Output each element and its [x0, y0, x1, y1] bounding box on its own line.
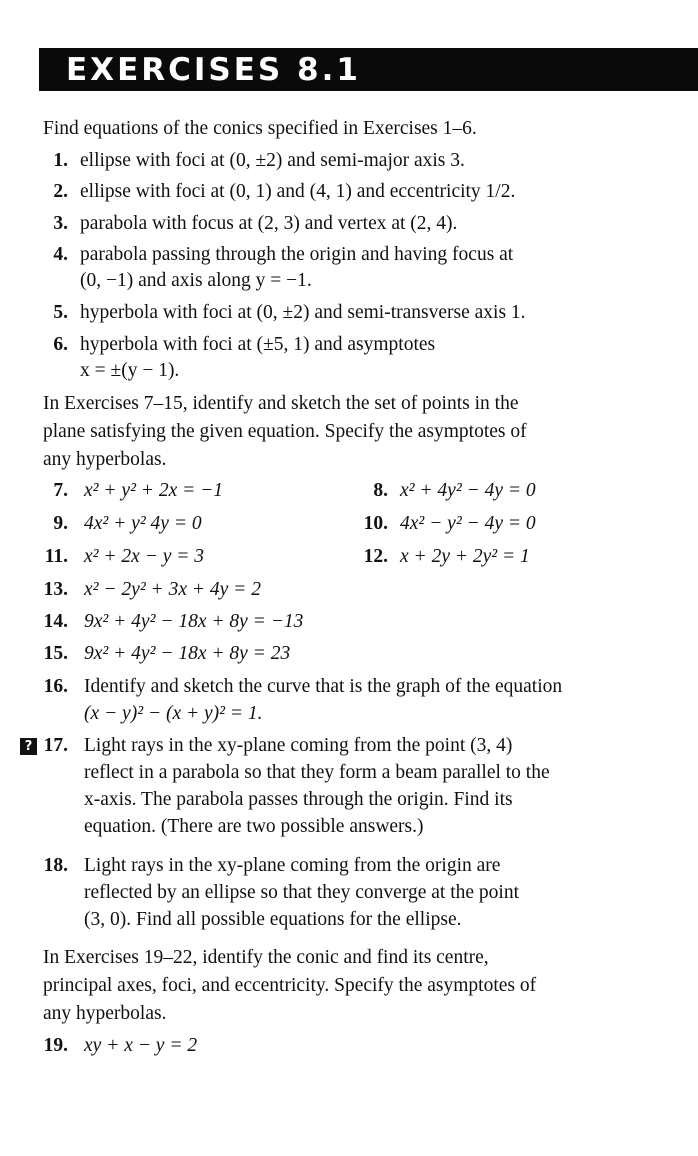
- exercise-number: 17.: [43, 735, 68, 756]
- exercise-number: 12.: [363, 546, 388, 567]
- exercise-number: 5.: [53, 302, 68, 323]
- exercise-17-line-3: x-axis. The parabola passes through the origin. Find its: [84, 789, 513, 810]
- exercise-equation: x² − 2y² + 3x + 4y = 2: [84, 579, 261, 600]
- exercise-number: 8.: [373, 480, 388, 501]
- exercise-equation: x² + y² + 2x = −1: [84, 480, 224, 501]
- exercise-number: 16.: [43, 676, 68, 697]
- exercise-number: 9.: [53, 513, 68, 534]
- exercise-text: hyperbola with foci at (±5, 1) and asymptotes: [80, 334, 436, 355]
- exercise-text: ellipse with foci at (0, ±2) and semi-major axis 3.: [80, 150, 465, 171]
- exercise-number: 6.: [53, 334, 68, 355]
- intro-exercises-1-6: Find equations of the conics specified in Exercises 1–6.: [43, 118, 477, 139]
- exercise-16-equation: (x − y)² − (x + y)² = 1.: [84, 703, 263, 724]
- exercise-number: 15.: [43, 643, 68, 664]
- exercise-18-line-3: (3, 0). Find all possible equations for the ellipse.: [84, 909, 462, 930]
- exercise-text: hyperbola with foci at (0, ±2) and semi-transverse axis 1.: [80, 302, 526, 323]
- exercise-number: 11.: [44, 546, 68, 567]
- intro-line: In Exercises 19–22, identify the conic and find its centre,: [43, 947, 489, 968]
- exercise-text: Identify and sketch the curve that is the graph of the equation: [84, 676, 563, 697]
- exercise-text: parabola passing through the origin and having focus at: [80, 244, 514, 265]
- exercise-equation: xy + x − y = 2: [84, 1035, 198, 1056]
- exercise-6-continued: x = ±(y − 1).: [80, 360, 180, 381]
- exercise-equation: 9x² + 4y² − 18x + 8y = 23: [84, 643, 291, 664]
- intro-line: principal axes, foci, and eccentricity. Specify the asymptotes of: [43, 975, 537, 996]
- exercise-number: 7.: [53, 480, 68, 501]
- exercise-number: 1.: [53, 150, 68, 171]
- exercise-text: ellipse with foci at (0, 1) and (4, 1) and eccentricity 1/2.: [80, 181, 516, 202]
- exercise-number: 13.: [43, 579, 68, 600]
- exercise-number: 3.: [53, 213, 68, 234]
- exercise-number: 4.: [53, 244, 68, 265]
- exercise-equation: 4x² − y² − 4y = 0: [400, 513, 536, 534]
- intro-line: plane satisfying the given equation. Specify the asymptotes of: [43, 421, 527, 442]
- exercise-17-line-4: equation. (There are two possible answers.): [84, 816, 424, 837]
- header-accent-bar: [34, 48, 39, 91]
- exercise-equation: 4x² + y² 4y = 0: [84, 513, 202, 534]
- intro-exercises-19-22: [43, 944, 693, 1028]
- intro-exercises-7-15: [43, 390, 693, 474]
- exercise-number: 14.: [43, 611, 68, 632]
- exercise-number: 18.: [43, 855, 68, 876]
- exercise-text: Light rays in the xy-plane coming from the point (3, 4): [84, 735, 513, 756]
- exercise-number: 2.: [53, 181, 68, 202]
- exercise-18-line-2: reflected by an ellipse so that they converge at the point: [84, 882, 519, 903]
- exercise-equation: x² + 4y² − 4y = 0: [400, 480, 536, 501]
- exercise-text: parabola with focus at (2, 3) and vertex at (2, 4).: [80, 213, 458, 234]
- intro-line: any hyperbolas.: [43, 449, 167, 470]
- section-title: EXERCISES 8.1: [66, 52, 361, 88]
- intro-line: In Exercises 7–15, identify and sketch the set of points in the: [43, 393, 519, 414]
- exercise-17-line-2: reflect in a parabola so that they form a beam parallel to the: [84, 762, 550, 783]
- exercise-equation: 9x² + 4y² − 18x + 8y = −13: [84, 611, 304, 632]
- exercise-equation: x² + 2x − y = 3: [84, 546, 205, 567]
- intro-line: any hyperbolas.: [43, 1003, 167, 1024]
- exercise-text: Light rays in the xy-plane coming from the origin are: [84, 855, 501, 876]
- exercise-number: 10.: [363, 513, 388, 534]
- exercises-header: [34, 48, 698, 91]
- exercise-4-continued: (0, −1) and axis along y = −1.: [80, 270, 312, 291]
- exercise-number: 19.: [43, 1035, 68, 1056]
- exercise-equation: x + 2y + 2y² = 1: [400, 546, 530, 567]
